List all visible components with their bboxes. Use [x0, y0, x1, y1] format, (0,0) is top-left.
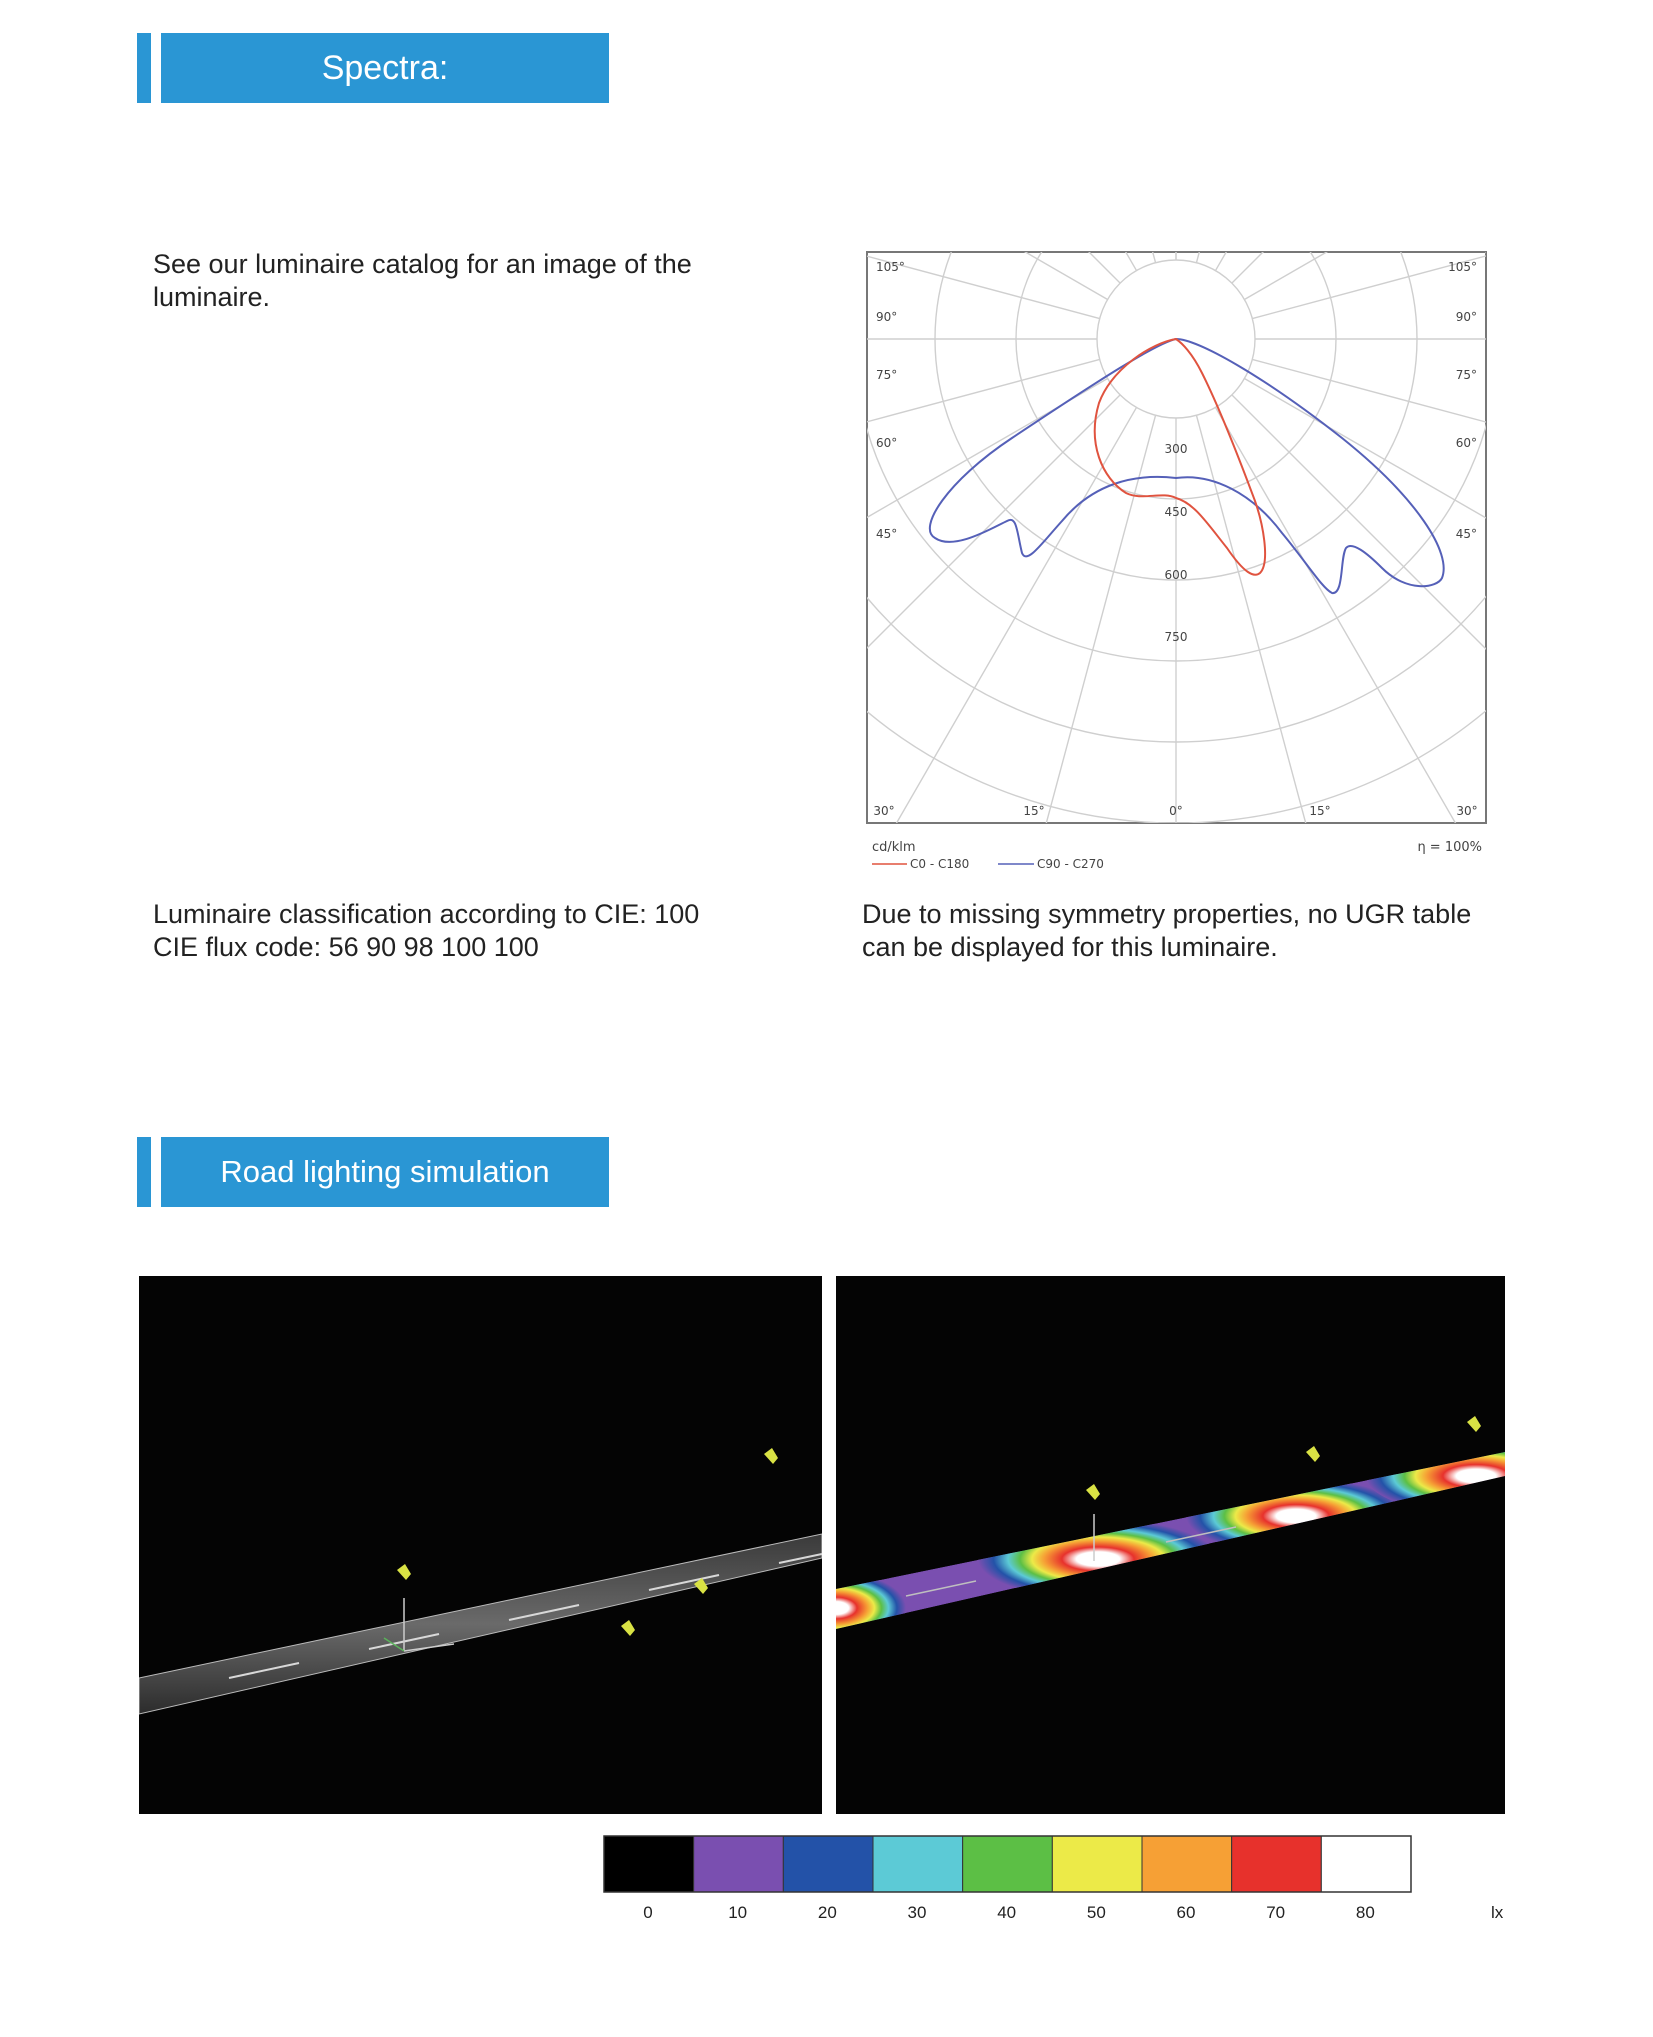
color-scale-unit: lx	[1491, 1903, 1504, 1922]
catalog-note-line: luminaire.	[153, 282, 271, 312]
catalog-note-line: See our luminaire catalog for an image of the	[153, 249, 692, 279]
color-scale-tick: 20	[817, 1903, 837, 1922]
color-scale-tick: 80	[1355, 1903, 1375, 1922]
color-scale-tick: 50	[1086, 1903, 1106, 1922]
road-render-false-color	[836, 1276, 1505, 1814]
color-scale-tick: 0	[643, 1903, 653, 1922]
color-scale-tick: 60	[1176, 1903, 1196, 1922]
angle-label-left: 45°	[876, 527, 898, 541]
color-scale-cell	[783, 1836, 873, 1892]
section-title: Spectra:	[161, 33, 609, 103]
color-scale-cell	[1052, 1836, 1142, 1892]
legend-label-c0: C0 - C180	[910, 857, 970, 871]
bottom-angle-label: 30°	[873, 804, 895, 818]
classification-line: Luminaire classification according to CIE: 100	[153, 899, 700, 929]
color-scale-tick: 40	[997, 1903, 1017, 1922]
angle-label-left: 90°	[876, 310, 898, 324]
radial-value-label: 300	[1164, 442, 1188, 456]
road-surface	[139, 1534, 822, 1714]
bottom-angle-label: 15°	[1023, 804, 1045, 818]
cie-classification	[153, 898, 699, 964]
ugr-note-line: can be displayed for this luminaire.	[862, 932, 1278, 962]
polar-intensity-diagram	[862, 203, 1498, 873]
polar-unit-label: cd/klm	[872, 840, 916, 855]
color-scale-cell	[694, 1836, 784, 1892]
radial-value-label: 600	[1164, 568, 1188, 582]
polar-efficiency-label: η = 100%	[1417, 840, 1482, 855]
color-scale-cell	[1142, 1836, 1232, 1892]
ugr-note	[862, 898, 1471, 964]
angle-label-left: 75°	[876, 368, 898, 382]
angle-label-left: 60°	[876, 436, 898, 450]
color-scale-cell	[873, 1836, 963, 1892]
bottom-angle-label: 30°	[1456, 804, 1478, 818]
header-accent-bar	[137, 33, 151, 103]
catalog-note	[153, 248, 692, 314]
color-scale-tick: 10	[728, 1903, 748, 1922]
illuminance-road	[836, 1438, 1505, 1644]
legend-label-c90: C90 - C270	[1037, 857, 1104, 871]
ugr-note-line: Due to missing symmetry properties, no UGR table	[862, 899, 1472, 929]
flux-code-line: CIE flux code: 56 90 98 100 100	[153, 932, 539, 962]
bottom-angle-label: 0°	[1169, 804, 1183, 818]
angle-label-left: 105°	[876, 260, 905, 274]
illuminance-color-scale	[603, 1835, 1412, 1893]
angle-label-right: 60°	[1455, 436, 1477, 450]
radial-value-label: 750	[1164, 630, 1188, 644]
bottom-angle-label: 15°	[1309, 804, 1331, 818]
color-scale-cell	[1321, 1836, 1411, 1892]
color-scale-cell	[604, 1836, 694, 1892]
color-scale-tick: 30	[907, 1903, 927, 1922]
section-title: Road lighting simulation	[161, 1137, 609, 1207]
radial-value-label: 450	[1164, 505, 1188, 519]
header-accent-bar	[137, 1137, 151, 1207]
color-scale-cell	[963, 1836, 1053, 1892]
color-scale-cell	[1232, 1836, 1322, 1892]
angle-label-right: 75°	[1455, 368, 1477, 382]
color-scale-tick: 70	[1266, 1903, 1286, 1922]
angle-label-right: 45°	[1455, 527, 1477, 541]
road-render-grayscale	[139, 1276, 822, 1814]
angle-label-right: 90°	[1455, 310, 1477, 324]
angle-label-right: 105°	[1448, 260, 1477, 274]
